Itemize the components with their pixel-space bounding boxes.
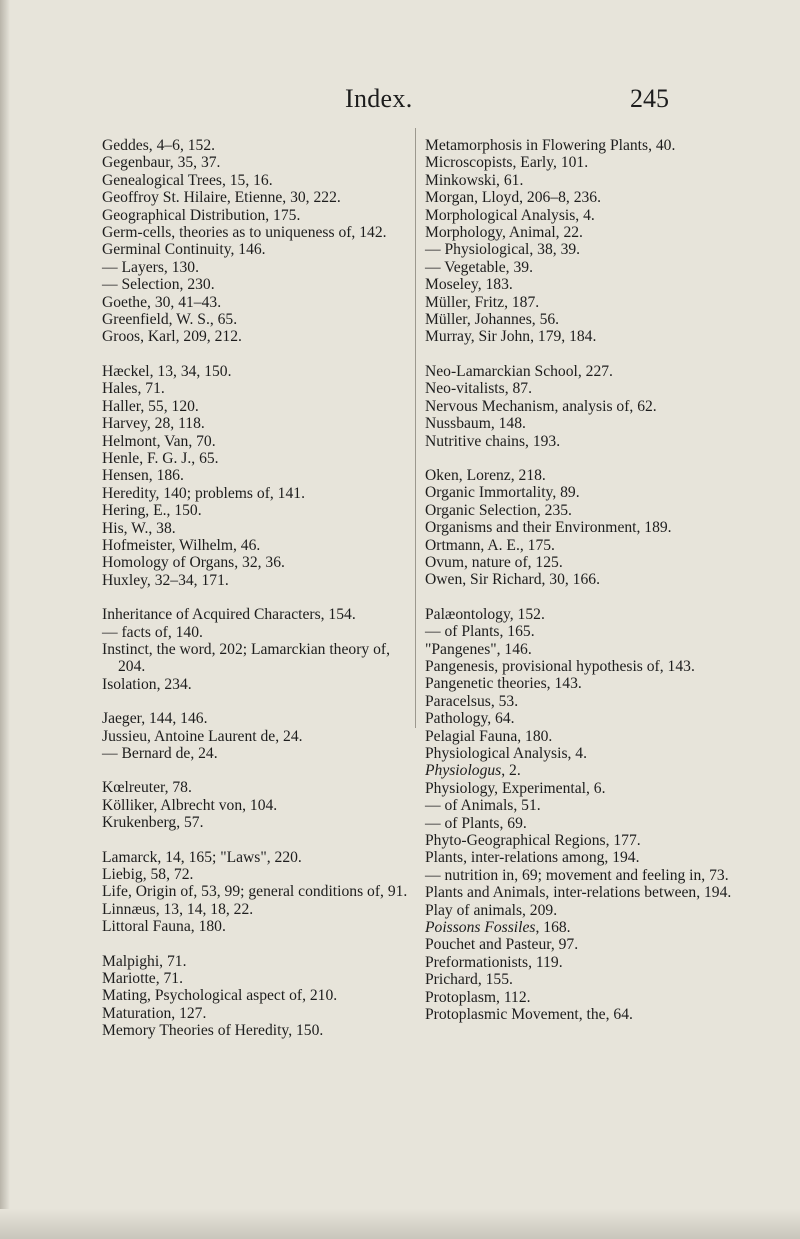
index-entry: Pouchet and Pasteur, 97.	[425, 936, 579, 954]
index-entry: Physiological Analysis, 4.	[425, 745, 588, 762]
index-entry: — nutrition in, 69; movement and feeling in, 73.	[425, 866, 729, 884]
index-entry: Neo-vitalists, 87.	[425, 380, 532, 398]
index-entry	[425, 919, 740, 936]
index-entry: Greenfield, W. S., 65.	[102, 311, 238, 329]
index-entry: Phyto-Geographical Regions, 177.	[425, 832, 641, 850]
index-entry: Paracelsus, 53.	[425, 692, 519, 710]
index-entry: Nussbaum, 148.	[425, 415, 526, 433]
index-group-l	[102, 849, 410, 936]
index-entry: — Bernard de, 24.	[102, 745, 218, 762]
index-entry: Ovum, nature of, 125.	[425, 553, 563, 571]
index-entry: Groos, Karl, 209, 212.	[102, 328, 242, 346]
index-entry: Hales, 71.	[102, 380, 165, 398]
index-entry: Gegenbaur, 35, 37.	[102, 154, 221, 172]
index-group-o	[425, 467, 740, 589]
index-entry: Nervous Mechanism, analysis of, 62.	[425, 397, 657, 415]
index-group-h	[102, 363, 410, 589]
index-entry: Genealogical Trees, 15, 16.	[102, 171, 273, 189]
group-spacer	[102, 589, 410, 606]
book-spine-shadow	[0, 0, 10, 1239]
index-entry: Plants and Animals, inter-relations between, 194.	[425, 884, 732, 902]
index-entry: Organic Immortality, 89.	[425, 484, 580, 502]
group-spacer	[102, 936, 410, 953]
index-entry: — of Plants, 69.	[425, 814, 527, 832]
index-entry: Plants, inter-relations among, 194.	[425, 849, 640, 867]
index-entry: Metamorphosis in Flowering Plants, 40.	[425, 137, 676, 154]
index-entry: Instinct, the word, 202; Lamarckian theory of, 204.	[102, 640, 390, 676]
index-entry: Haller, 55, 120.	[102, 397, 199, 415]
index-entry: Protoplasmic Movement, the, 64.	[425, 1006, 633, 1024]
index-entry: Pangenetic theories, 143.	[425, 675, 582, 693]
index-entry: Morgan, Lloyd, 206–8, 236.	[425, 189, 602, 207]
index-entry: His, W., 38.	[102, 519, 176, 537]
index-entry: "Pangenes", 146.	[425, 640, 532, 658]
index-entry: Owen, Sir Richard, 30, 166.	[425, 571, 600, 589]
index-entry: Hensen, 186.	[102, 467, 184, 485]
page-number: 245	[630, 84, 669, 113]
index-entry: Pelagial Fauna, 180.	[425, 727, 553, 745]
page-bottom-shadow	[0, 1209, 800, 1239]
index-entry: Geddes, 4–6, 152.	[102, 137, 216, 154]
index-entry-pages: , 2.	[501, 762, 521, 780]
group-spacer	[102, 346, 410, 363]
index-entry: Ortmann, A. E., 175.	[425, 536, 555, 554]
group-spacer	[425, 589, 740, 606]
index-entry: Harvey, 28, 118.	[102, 415, 205, 433]
index-entry: Moseley, 183.	[425, 276, 513, 294]
index-entry: Germ-cells, theories as to uniqueness of, 142.	[102, 224, 387, 242]
index-entry: — facts of, 140.	[102, 623, 203, 641]
index-entry: Murray, Sir John, 179, 184.	[425, 328, 597, 346]
index-column-left	[102, 137, 410, 1040]
index-entry: Pangenesis, provisional hypothesis of, 143.	[425, 657, 695, 675]
index-entry-pages: , 168.	[535, 919, 571, 937]
page-title: Index.	[345, 84, 413, 113]
index-entry: Littoral Fauna, 180.	[102, 918, 226, 936]
index-entry: Preformationists, 119.	[425, 953, 563, 971]
index-entry: Isolation, 234.	[102, 675, 192, 693]
index-entry: Malpighi, 71.	[102, 952, 187, 970]
index-entry: Goethe, 30, 41–43.	[102, 293, 222, 311]
index-entry: Maturation, 127.	[102, 1004, 207, 1022]
index-entry: Physiology, Experimental, 6.	[425, 779, 606, 797]
index-entry: Inheritance of Acquired Characters, 154.	[102, 606, 356, 624]
index-entry: Germinal Continuity, 146.	[102, 241, 266, 259]
index-entry: Protoplasm, 112.	[425, 988, 531, 1006]
index-entry: Krukenberg, 57.	[102, 814, 204, 832]
index-group-p-part1	[425, 606, 740, 763]
index-entry: Organisms and their Environment, 189.	[425, 519, 672, 537]
index-entry-italic-term: Poissons Fossiles	[425, 919, 536, 937]
index-group-m-left	[102, 953, 410, 1040]
index-entry: — Physiological, 38, 39.	[425, 241, 581, 259]
index-entry: Mating, Psychological aspect of, 210.	[102, 987, 338, 1005]
index-entry: Morphological Analysis, 4.	[425, 206, 595, 224]
index-entry: Pathology, 64.	[425, 710, 515, 728]
index-entry: Mariotte, 71.	[102, 970, 183, 988]
index-entry: Geographical Distribution, 175.	[102, 206, 301, 224]
index-entry	[425, 762, 740, 779]
index-column-right	[425, 137, 740, 1024]
index-entry: Microscopists, Early, 101.	[425, 154, 589, 172]
index-group-m-right	[425, 137, 740, 346]
index-entry: — Selection, 230.	[102, 276, 215, 294]
group-spacer	[102, 762, 410, 779]
index-entry: Minkowski, 61.	[425, 171, 524, 189]
index-group-p-part3	[425, 936, 740, 1023]
index-entry: Jussieu, Antoine Laurent de, 24.	[102, 727, 303, 745]
group-spacer	[102, 832, 410, 849]
index-entry: Life, Origin of, 53, 99; general conditions of, 91.	[102, 883, 408, 901]
index-entry: Organic Selection, 235.	[425, 501, 572, 519]
index-entry: Helmont, Van, 70.	[102, 432, 216, 450]
index-entry: Kœlreuter, 78.	[102, 779, 192, 797]
index-entry-italic-term: Physiologus	[425, 762, 502, 780]
index-entry: — of Plants, 165.	[425, 623, 535, 641]
index-group-k	[102, 779, 410, 831]
index-group-n	[425, 363, 740, 450]
index-entry: Müller, Fritz, 187.	[425, 293, 540, 311]
index-entry: Heredity, 140; problems of, 141.	[102, 484, 305, 502]
group-spacer	[425, 346, 740, 363]
index-group-g	[102, 137, 410, 346]
index-entry: Morphology, Animal, 22.	[425, 224, 583, 242]
index-entry: Jaeger, 144, 146.	[102, 710, 208, 728]
column-divider	[415, 128, 416, 728]
index-entry: Liebig, 58, 72.	[102, 866, 194, 884]
index-entry: Lamarck, 14, 165; "Laws", 220.	[102, 848, 302, 866]
index-entry: Nutritive chains, 193.	[425, 432, 561, 450]
index-entry: Henle, F. G. J., 65.	[102, 449, 219, 467]
index-entry: — of Animals, 51.	[425, 797, 541, 815]
index-entry: Hering, E., 150.	[102, 502, 202, 520]
index-entry: Prichard, 155.	[425, 971, 513, 989]
index-entry: Huxley, 32–34, 171.	[102, 571, 229, 589]
index-group-j	[102, 710, 410, 762]
group-spacer	[102, 693, 410, 710]
index-entry: — Vegetable, 39.	[425, 258, 533, 276]
group-spacer	[425, 450, 740, 467]
index-entry: Homology of Organs, 32, 36.	[102, 554, 285, 572]
index-entry: Linnæus, 13, 14, 18, 22.	[102, 900, 254, 918]
index-entry: Hæckel, 13, 34, 150.	[102, 362, 232, 380]
index-entry: Neo-Lamarckian School, 227.	[425, 362, 613, 380]
index-entry: — Layers, 130.	[102, 258, 200, 276]
index-entry: Kölliker, Albrecht von, 104.	[102, 796, 278, 814]
index-entry: Oken, Lorenz, 218.	[425, 466, 546, 484]
index-entry: Play of animals, 209.	[425, 901, 558, 919]
index-entry: Müller, Johannes, 56.	[425, 311, 560, 329]
page-header	[0, 84, 800, 124]
index-group-i	[102, 606, 410, 693]
index-entry: Geoffroy St. Hilaire, Etienne, 30, 222.	[102, 189, 341, 207]
index-entry: Memory Theories of Heredity, 150.	[102, 1022, 324, 1040]
index-entry: Palæontology, 152.	[425, 605, 545, 623]
index-group-p-part2	[425, 780, 740, 919]
index-entry: Hofmeister, Wilhelm, 46.	[102, 536, 261, 554]
